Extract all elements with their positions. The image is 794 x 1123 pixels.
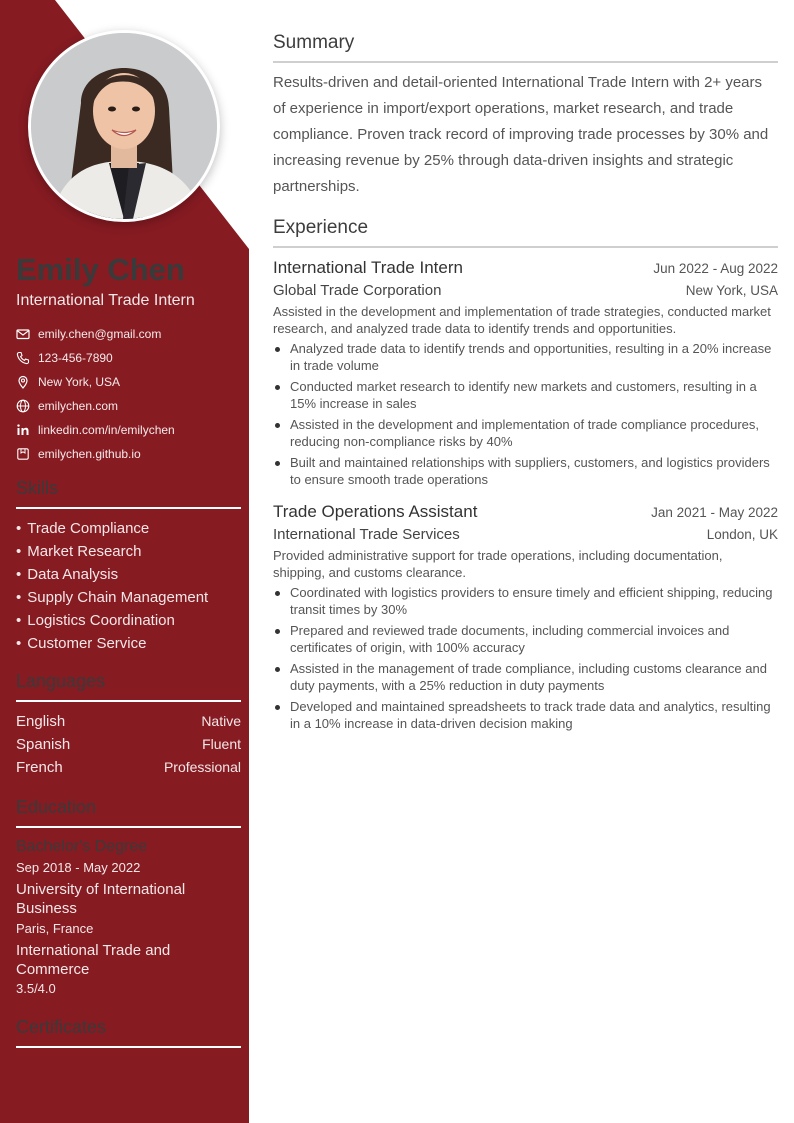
education-school: University of International Business	[16, 881, 186, 917]
profile-photo	[28, 30, 220, 222]
job-company: International Trade Services	[273, 526, 460, 543]
language-row	[16, 756, 241, 779]
experience-heading: Experience	[273, 215, 778, 248]
contact-linkedin[interactable]	[16, 418, 241, 442]
language-level: Native	[201, 713, 241, 729]
languages-list	[16, 710, 241, 779]
summary-heading: Summary	[273, 30, 778, 63]
contact-linkedin-text: linkedin.com/in/emilychen	[38, 423, 175, 437]
job-dates: Jan 2021 - May 2022	[651, 505, 778, 520]
job-bullet: Assisted in the development and implementation of trade compliance procedures, reducing non-compliance risks by 40%	[273, 416, 778, 450]
languages-heading: Languages	[16, 669, 241, 702]
skill-item: • Market Research	[16, 540, 241, 563]
job-title: International Trade Intern	[273, 258, 463, 277]
github-icon	[16, 447, 30, 461]
location-icon	[16, 375, 30, 389]
phone-icon	[16, 351, 30, 365]
job-bullet: Built and maintained relationships with suppliers, customers, and logistics providers to ensure smooth trade operations	[273, 454, 778, 488]
job-bullet: Assisted in the management of trade compliance, including customs clearance and duty payments, with a 25% reduction in duty payments	[273, 660, 778, 694]
contact-phone-text: 123-456-7890	[38, 351, 113, 365]
education-heading: Education	[16, 795, 241, 828]
job-bullets	[273, 340, 778, 488]
education-field: International Trade and Commerce	[16, 942, 171, 978]
contact-website[interactable]	[16, 394, 241, 418]
skill-item: • Customer Service	[16, 632, 241, 655]
contact-email[interactable]	[16, 322, 241, 346]
job-bullet: Conducted market research to identify new markets and customers, resulting in a 15% increase in sales	[273, 378, 778, 412]
job-dates: Jun 2022 - Aug 2022	[653, 261, 778, 276]
contact-github-text: emilychen.github.io	[38, 447, 141, 461]
skills-heading: Skills	[16, 476, 241, 509]
skill-item: • Supply Chain Management	[16, 586, 241, 609]
globe-icon	[16, 399, 30, 413]
job-description: Provided administrative support for trade operations, including documentation, shipping, and customs clearance.	[273, 548, 723, 580]
contact-email-text: emily.chen@gmail.com	[38, 327, 162, 341]
candidate-name: Emily Chen	[16, 252, 185, 287]
language-row	[16, 733, 241, 756]
candidate-title: International Trade Intern	[16, 292, 195, 309]
skill-item: • Logistics Coordination	[16, 609, 241, 632]
sidebar-content	[16, 251, 241, 1048]
job-bullet: Coordinated with logistics providers to ensure timely and efficient shipping, reducing transit times by 30%	[273, 584, 778, 618]
education-entry	[16, 836, 241, 999]
contact-github[interactable]	[16, 442, 241, 466]
education-degree: Bachelor's Degree	[16, 838, 148, 855]
contact-location	[16, 370, 241, 394]
job-bullet: Developed and maintained spreadsheets to track trade data and analytics, resulting in a 10% increase in data-driven decision making	[273, 698, 778, 732]
experience-entry	[273, 500, 778, 732]
language-name: French	[16, 759, 63, 776]
job-bullet: Analyzed trade data to identify trends and opportunities, resulting in a 20% increase in trade volume	[273, 340, 778, 374]
experience-entry	[273, 256, 778, 488]
language-name: Spanish	[16, 736, 71, 753]
skill-item: • Trade Compliance	[16, 517, 241, 540]
language-level: Professional	[163, 759, 241, 775]
skills-list	[16, 517, 241, 655]
job-bullets	[273, 584, 778, 732]
contact-list	[16, 322, 241, 466]
portrait-image	[31, 33, 217, 219]
job-company: Global Trade Corporation	[273, 282, 442, 299]
job-title: Trade Operations Assistant	[273, 502, 478, 521]
job-description: Assisted in the development and implementation of trade strategies, conducted market research, and analyzed trade data to identify trends and opportunities.	[273, 304, 771, 336]
contact-location-text: New York, USA	[38, 375, 121, 389]
education-location: Paris, France	[16, 921, 94, 936]
summary-text: Results-driven and detail-oriented International Trade Intern with 2+ years of experience in import/export operations, market research, and trade compliance. Proven track record of improving trade processes by 30% and increasing revenue by 25% through data-driven insights and strategic partnerships.	[273, 74, 769, 195]
education-dates: Sep 2018 - May 2022	[16, 860, 141, 875]
linkedin-icon	[16, 423, 30, 437]
job-bullet: Prepared and reviewed trade documents, including commercial invoices and certificates of origin, with 100% accuracy	[273, 622, 778, 656]
education-gpa: 3.5/4.0	[16, 981, 56, 996]
skill-item: • Data Analysis	[16, 563, 241, 586]
language-row	[16, 710, 241, 733]
language-level: Fluent	[202, 736, 241, 752]
main-content	[273, 30, 778, 736]
job-location: New York, USA	[685, 283, 778, 298]
certificates-heading: Certificates	[16, 1015, 241, 1048]
contact-phone[interactable]	[16, 346, 241, 370]
language-name: English	[16, 713, 66, 730]
contact-website-text: emilychen.com	[38, 399, 119, 413]
job-location: London, UK	[706, 527, 778, 542]
email-icon	[16, 327, 30, 341]
